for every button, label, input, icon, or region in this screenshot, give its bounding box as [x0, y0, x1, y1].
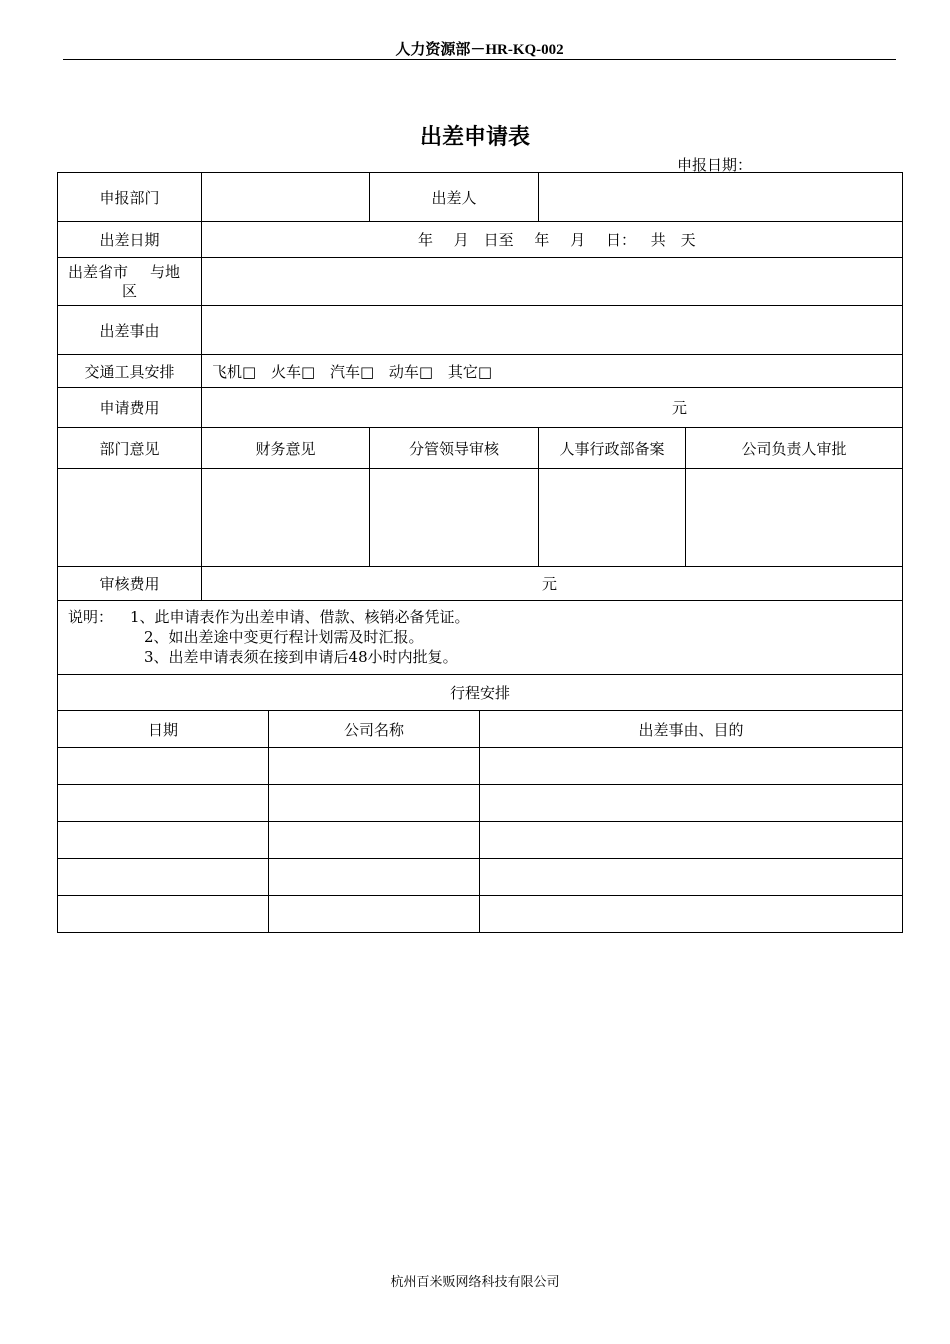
row-dates [58, 222, 903, 258]
reason-input[interactable] [202, 306, 903, 355]
audit-unit: 元 [542, 575, 558, 593]
table-row [58, 785, 903, 822]
itinerary-purpose-input[interactable] [480, 748, 903, 785]
region-label [58, 258, 202, 306]
cost-input[interactable] [202, 388, 903, 428]
itinerary-company-input[interactable] [269, 785, 480, 822]
itinerary-purpose-input[interactable] [480, 822, 903, 859]
itinerary-company-input[interactable] [269, 822, 480, 859]
transport-option-other[interactable]: 其它□ [447, 362, 493, 381]
itinerary-company-input[interactable] [269, 748, 480, 785]
dates-month-2: 月 [570, 231, 586, 249]
table-row [58, 859, 903, 896]
dept-label: 申报部门 [58, 173, 202, 222]
row-audited-cost [58, 567, 903, 601]
approval-ceo-input[interactable] [686, 469, 903, 567]
page-title: 出差申请表 [419, 125, 530, 150]
reason-label: 出差事由 [58, 306, 202, 355]
approval-leader-input[interactable] [370, 469, 539, 567]
row-approval-headers [58, 428, 903, 469]
header-rule [63, 59, 896, 60]
transport-option-plane[interactable]: 飞机□ [212, 362, 257, 381]
itinerary-company-input[interactable] [269, 896, 480, 933]
row-requested-cost [58, 388, 903, 428]
region-label-part-c: 区 [121, 281, 137, 300]
itinerary-date-input[interactable] [58, 822, 269, 859]
itinerary-table [57, 710, 903, 933]
audit-label: 审核费用 [58, 567, 202, 601]
dates-day-to: 日至 [483, 231, 514, 249]
traveler-label: 出差人 [370, 173, 539, 222]
approval-hr-label: 人事行政部备案 [539, 428, 686, 469]
itinerary-col-date: 日期 [58, 711, 269, 748]
approval-dept-input[interactable] [58, 469, 202, 567]
approval-dept-label: 部门意见 [58, 428, 202, 469]
approval-finance-input[interactable] [202, 469, 370, 567]
dept-input[interactable] [202, 173, 370, 222]
row-transport [58, 355, 903, 388]
table-row [58, 748, 903, 785]
dates-label: 出差日期 [58, 222, 202, 258]
row-approval-fields [58, 469, 903, 567]
dates-total: 共 [650, 231, 666, 249]
table-row [58, 822, 903, 859]
row-region [58, 258, 903, 306]
itinerary-header-row [58, 711, 903, 748]
cost-label: 申请费用 [58, 388, 202, 428]
itinerary-purpose-input[interactable] [480, 859, 903, 896]
audit-input[interactable] [202, 567, 903, 601]
cost-unit: 元 [672, 399, 688, 417]
itinerary-purpose-input[interactable] [480, 785, 903, 822]
itinerary-col-purpose: 出差事由、目的 [480, 711, 903, 748]
dates-year-1: 年 [418, 231, 434, 249]
row-reason [58, 306, 903, 355]
dates-day-end: 日： [605, 231, 636, 249]
approval-finance-label: 财务意见 [202, 428, 370, 469]
notes [58, 601, 903, 675]
itinerary-date-input[interactable] [58, 785, 269, 822]
travel-request-form [57, 172, 903, 711]
transport-options [202, 355, 903, 388]
note-2: 2、如出差途中变更行程计划需及时汇报。 [144, 628, 424, 646]
itinerary-date-input[interactable] [58, 859, 269, 896]
region-label-part-a: 出差省市 [68, 262, 129, 281]
row-notes [58, 601, 903, 675]
row-dept-traveler [58, 173, 903, 222]
note-3: 3、出差申请表须在接到申请后48小时内批复。 [144, 648, 458, 666]
itinerary-col-company: 公司名称 [269, 711, 480, 748]
document-code: 人力资源部－HR-KQ-002 [395, 42, 564, 58]
itinerary-company-input[interactable] [269, 859, 480, 896]
approval-leader-label: 分管领导审核 [370, 428, 539, 469]
region-input[interactable] [202, 258, 903, 306]
approval-hr-input[interactable] [539, 469, 686, 567]
dates-month-1: 月 [453, 231, 469, 249]
transport-option-bullet-train[interactable]: 动车□ [388, 362, 434, 381]
dates-input[interactable] [202, 222, 903, 258]
dates-year-2: 年 [534, 231, 550, 249]
transport-label: 交通工具安排 [58, 355, 202, 388]
report-date-label: 申报日期： [677, 156, 753, 174]
itinerary-purpose-input[interactable] [480, 896, 903, 933]
transport-option-train[interactable]: 火车□ [270, 362, 316, 381]
dates-days: 天 [680, 231, 696, 249]
footer-company: 杭州百米贩网络科技有限公司 [390, 1275, 560, 1290]
itinerary-date-input[interactable] [58, 748, 269, 785]
notes-label: 说明： [68, 608, 114, 626]
table-row [58, 896, 903, 933]
row-itinerary-title [58, 675, 903, 711]
itinerary-title: 行程安排 [58, 675, 903, 711]
traveler-input[interactable] [539, 173, 903, 222]
approval-ceo-label: 公司负责人审批 [686, 428, 903, 469]
itinerary-date-input[interactable] [58, 896, 269, 933]
region-label-part-b: 与地 [150, 262, 181, 281]
note-1: 1、此申请表作为出差申请、借款、核销必备凭证。 [130, 608, 470, 626]
transport-option-bus[interactable]: 汽车□ [329, 362, 375, 381]
